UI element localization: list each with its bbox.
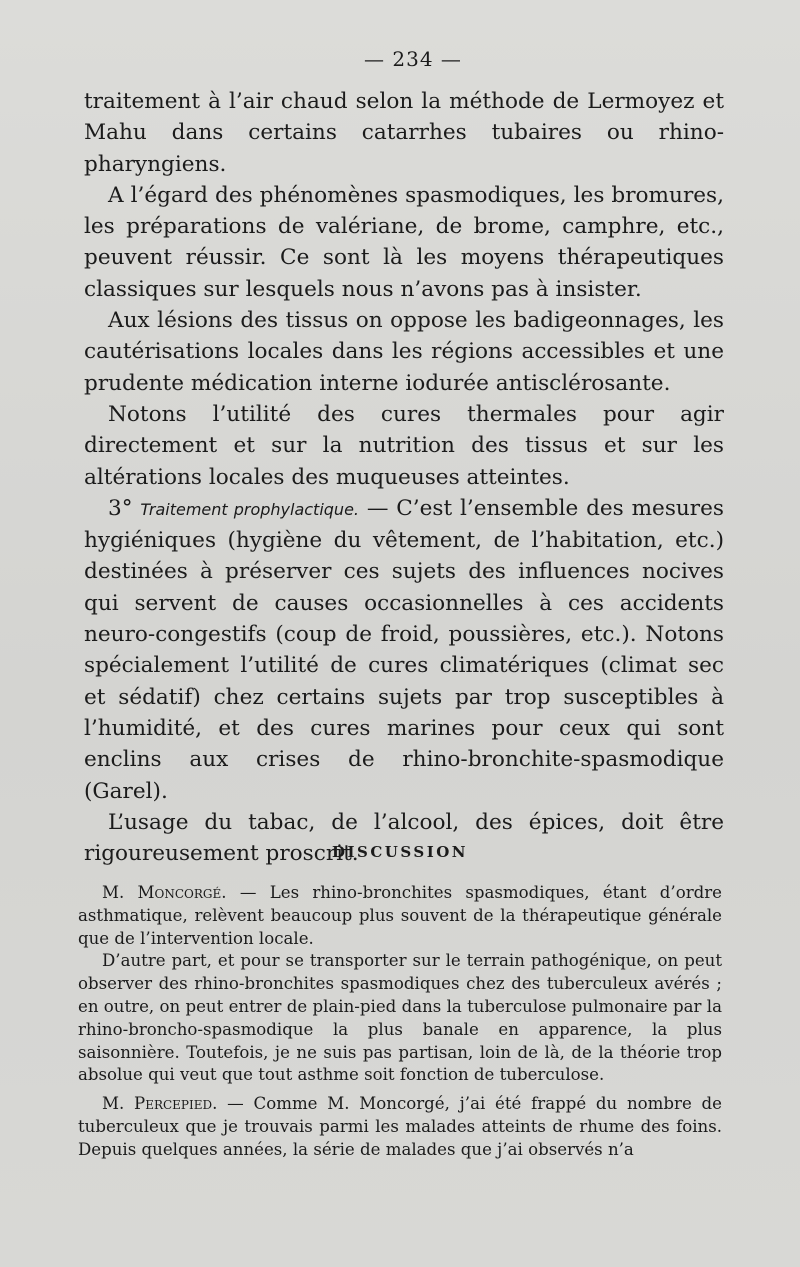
paragraph-spasmodic: A l’égard des phénomènes spasmodiques, les bromures, les préparations de valériane, de brome, camphre, etc., peuvent réussir. Ce sont là les moyens thérapeutiques classiques sur lesquels nous n’avons pas à insister.	[84, 182, 724, 302]
paragraph-prophylactic-text: — C’est l’ensemble des mesures hygiéniques (hygiène du vêtement, de l’habitation, etc.) destinées à préserver ces sujets des influences nocives qui servent de causes occasionnelles à ces accidents neuro-congestifs (coup de froid, poussières, etc.). Notons spécialement l’utilité de cures climatériques (climat sec et sédatif) chez certains sujets par trop susceptibles à l’humidité, et des cures marines pour ceux qui sont enclins aux crises de rhino-bronchite-spasmodique (Garel).	[84, 495, 724, 804]
discussion-moncorge	[78, 882, 722, 950]
paragraph-tissue-lesions: Aux lésions des tissus on oppose les badigeonnages, les cautérisations locales dans les régions accessibles et une prudente médication interne iodurée antisclérosante.	[84, 308, 724, 396]
page-number: — 234 —	[364, 47, 462, 71]
subsection-heading: Traitement prophylactique.	[140, 499, 359, 519]
discussion-moncorge-continued: D’autre part, et pour se transporter sur le terrain pathogénique, on peut observer des rhino-bronchites spasmodiques chez des tuberculeux avérés ; en outre, on peut entrer de plain-pied dans la tuberculose pulmonaire par la rhino-broncho-spasmodique la plus banale en apparence, la plus saisonnière. Toutefois, je ne suis pas partisan, loin de là, de la théorie trop absolue qui veut que tout asthme soit fonction de tuberculose.	[78, 951, 722, 1085]
discussion-percepied-text: — Comme M. Moncorgé, j’ai été frappé du nombre de tuberculeux que je trouvais parmi les malades atteints de rhume des foins. Depuis quelques années, la série de malades que j’ai observés n’a	[78, 1094, 722, 1159]
discussion-text	[78, 882, 722, 1162]
paragraph-prophylactic	[84, 493, 724, 807]
speaker-name: M. Moncorgé.	[102, 883, 227, 902]
main-text	[84, 86, 724, 869]
numbering: 3°	[108, 495, 141, 521]
paragraph-tobacco: L’usage du tabac, de l’alcool, des épices, doit être rigoureusement proscrit.	[84, 809, 724, 867]
paragraph-thermal-cures: Notons l’utilité des cures thermales pour agir directement et sur la nutrition des tissus et sur les altérations locales des muqueuses atteintes.	[84, 401, 724, 490]
paragraph-continuation: traitement à l’air chaud selon la méthode de Lermoyez et Mahu dans certains catarrhes tubaires ou rhino-pharyngiens.	[84, 89, 724, 177]
discussion-moncorge-text: — Les rhino-bronchites spasmodiques, étant d’ordre asthmatique, relèvent beaucoup plus souvent de la thérapeutique générale que de l’intervention locale.	[78, 883, 722, 948]
discussion-percepied	[78, 1093, 722, 1161]
speaker-name: M. Percepied.	[102, 1094, 218, 1114]
discussion-heading: DISCUSSION	[331, 843, 468, 861]
